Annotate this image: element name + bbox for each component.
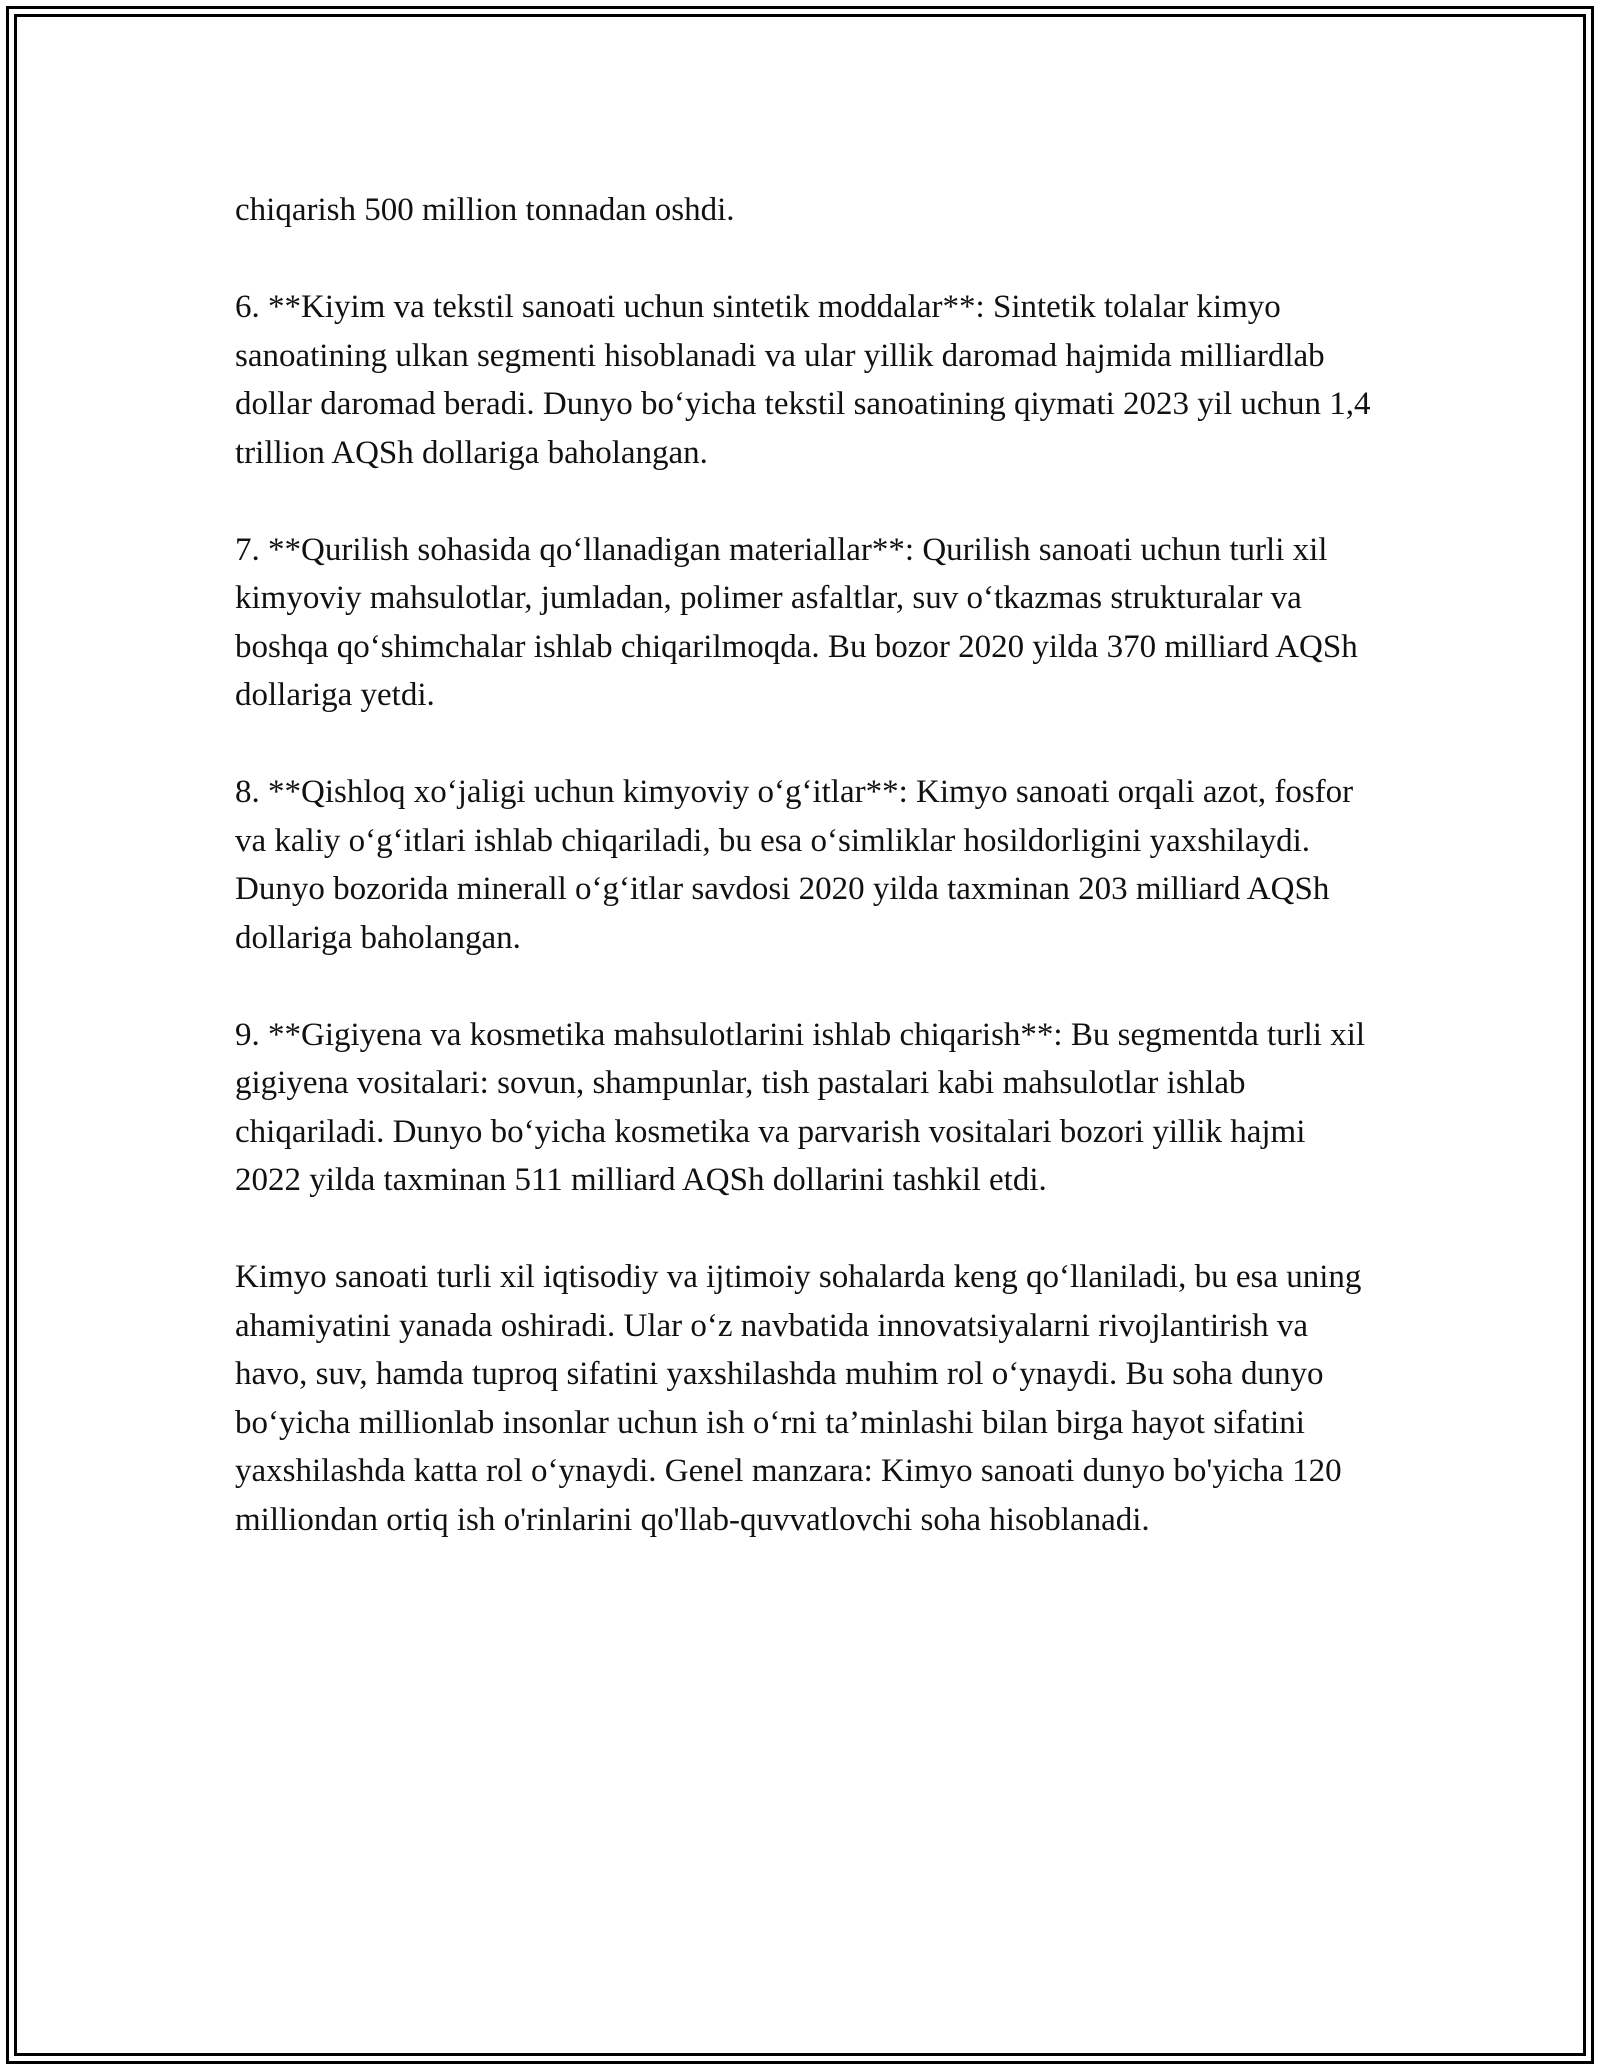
document-body (235, 186, 1375, 1593)
paragraph-item-7: 7. **Qurilish sohasida qo‘llanadigan materiallar**: Qurilish sanoati uchun turli xil kimyoviy mahsulotlar, jumladan, polimer asfaltlar, suv o‘tkazmas strukturalar va boshqa qo‘shimchalar ishlab chiqarilmoqda. Bu bozor 2020 yilda 370 milliard AQSh dollariga yetdi. (235, 531, 1358, 713)
paragraph-item-6: 6. **Kiyim va tekstil sanoati uchun sintetik moddalar**: Sintetik tolalar kimyo sanoatining ulkan segmenti hisoblanadi va ular yillik daromad hajmida milliardlab dollar daromad beradi. Dunyo bo‘yicha tekstil sanoatining qiymati 2023 yil uchun 1,4 trillion AQSh dollariga baholangan. (235, 289, 1371, 471)
paragraph-conclusion: Kimyo sanoati turli xil iqtisodiy va ijtimoiy sohalarda keng qo‘llaniladi, bu esa uning ahamiyatini yanada oshiradi. Ular o‘z navbatida innovatsiyalarni rivojlantirish va havo, suv, hamda tuproq sifatini yaxshilashda muhim rol o‘ynaydi. Bu soha dunyo bo‘yicha millionlab insonlar uchun ish o‘rni ta’minlashi bilan birga hayot sifatini yaxshilashda katta rol o‘ynaydi. Genel manzara: Kimyo sanoati dunyo bo'yicha 120 milliondan ortiq ish o'rinlarini qo'llab-quvvatlovchi soha hisoblanadi. (235, 1259, 1362, 1538)
paragraph-item-9: 9. **Gigiyena va kosmetika mahsulotlarini ishlab chiqarish**: Bu segmentda turli xil gigiyena vositalari: sovun, shampunlar, tish pastalari kabi mahsulotlar ishlab chiqariladi. Dunyo bo‘yicha kosmetika va parvarish vositalari bozori yillik hajmi 2022 yilda taxminan 511 milliard AQSh dollarini tashkil etdi. (235, 1016, 1366, 1198)
paragraph-item-8: 8. **Qishloq xo‘jaligi uchun kimyoviy o‘g‘itlar**: Kimyo sanoati orqali azot, fosfor va kaliy o‘g‘itlari ishlab chiqariladi, bu esa o‘simliklar hosildorligini yaxshilaydi. Dunyo bozorida minerall o‘g‘itlar savdosi 2020 yilda taxminan 203 milliard AQSh dollariga baholangan. (235, 774, 1354, 956)
paragraph-continuation: chiqarish 500 million tonnadan oshdi. (235, 192, 735, 228)
